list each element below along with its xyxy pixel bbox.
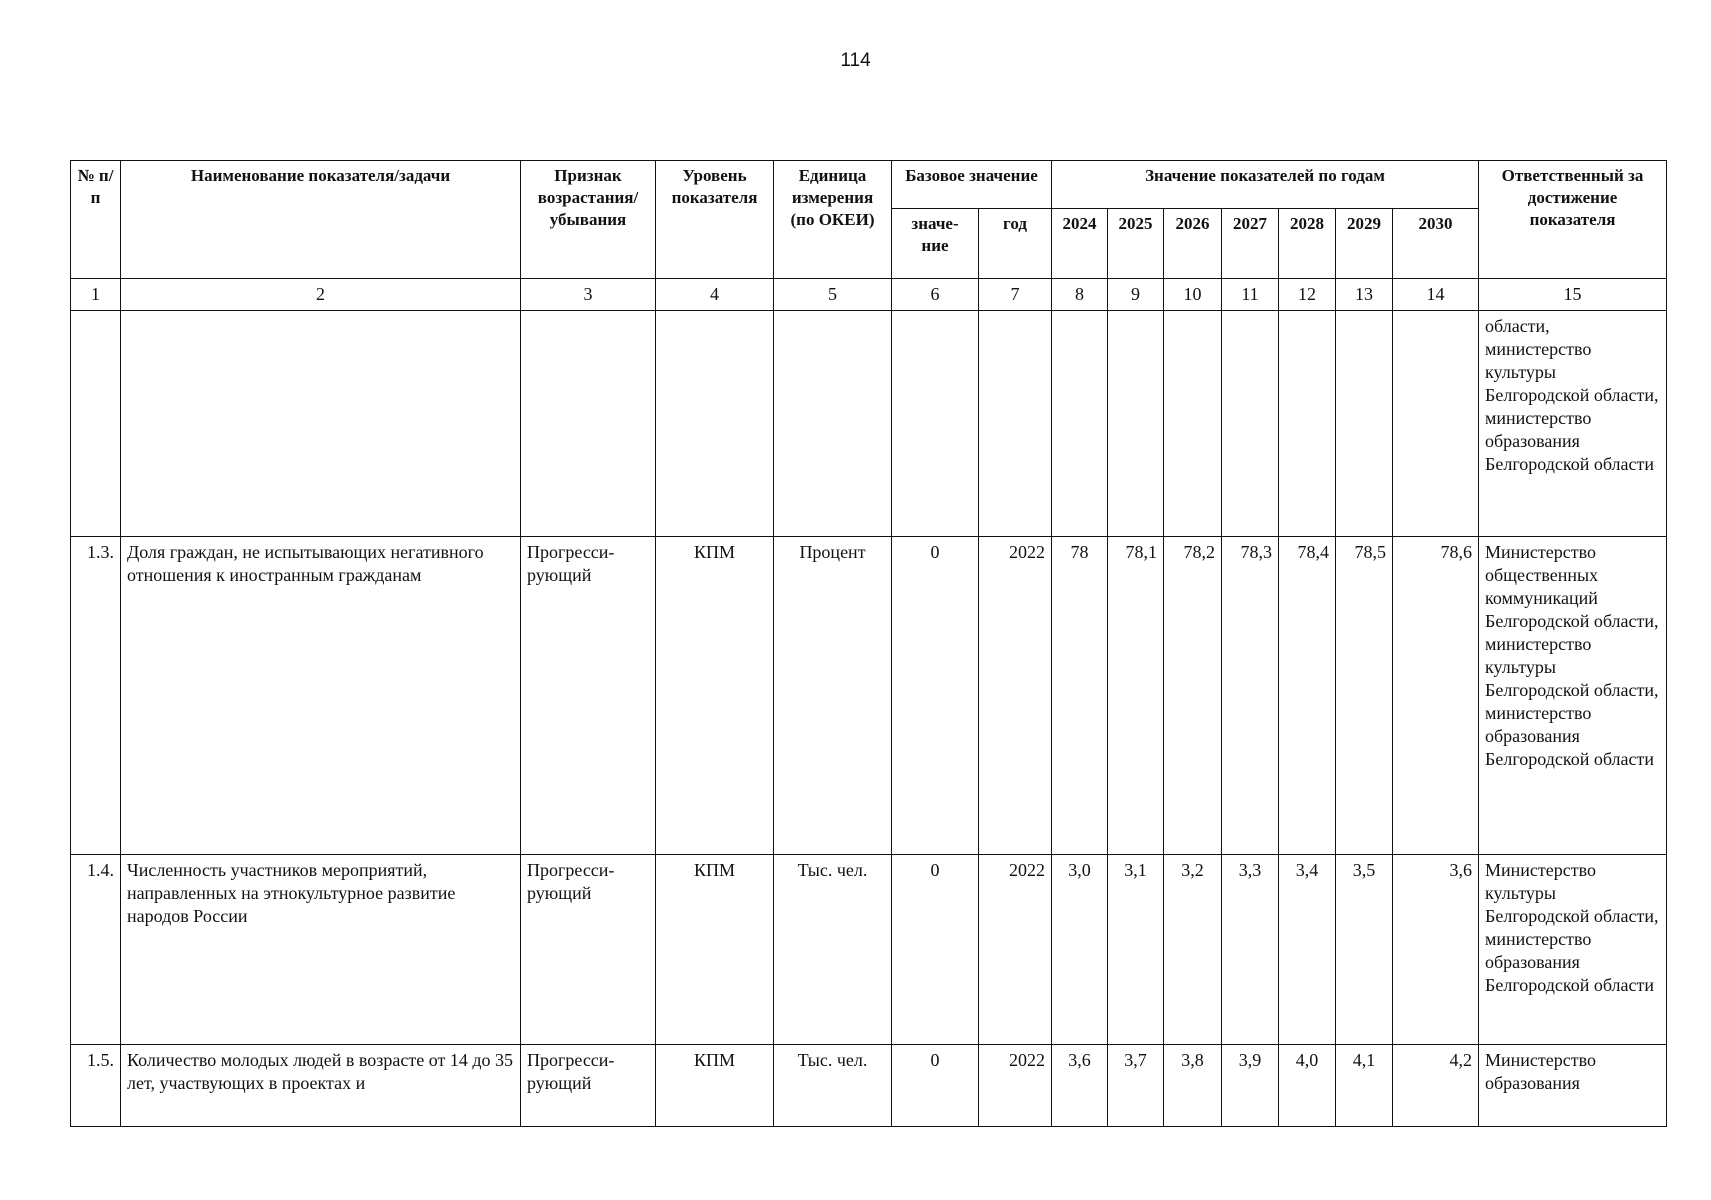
header-year: 2029 <box>1336 209 1393 279</box>
header-base-year: год <box>979 209 1052 279</box>
column-number: 10 <box>1164 279 1222 311</box>
header-year: 2024 <box>1052 209 1108 279</box>
header-year: 2030 <box>1393 209 1479 279</box>
value-2027: 78,3 <box>1222 537 1279 855</box>
base-value: 0 <box>892 537 979 855</box>
column-number-row <box>71 279 1667 311</box>
column-number: 13 <box>1336 279 1393 311</box>
value-2025: 78,1 <box>1108 537 1164 855</box>
indicator-unit: Тыс. чел. <box>774 1045 892 1127</box>
indicator-unit: Тыс. чел. <box>774 855 892 1045</box>
responsible-cell: Министерство общественных коммуникаций Белгородской области, министерство культуры Белгородской области, министерство образования Белгородской области <box>1479 537 1667 855</box>
table-row <box>71 1045 1667 1127</box>
column-number: 1 <box>71 279 121 311</box>
base-year: 2022 <box>979 1045 1052 1127</box>
base-value: 0 <box>892 855 979 1045</box>
value-2029: 3,5 <box>1336 855 1393 1045</box>
value-2026: 3,8 <box>1164 1045 1222 1127</box>
value-2028: 3,4 <box>1279 855 1336 1045</box>
value-2025: 3,1 <box>1108 855 1164 1045</box>
header-year: 2026 <box>1164 209 1222 279</box>
value-2030: 3,6 <box>1393 855 1479 1045</box>
row-number: 1.5. <box>71 1045 121 1127</box>
column-number: 8 <box>1052 279 1108 311</box>
indicator-sign: Прогресси-рующий <box>521 537 656 855</box>
table-row <box>71 537 1667 855</box>
column-number: 12 <box>1279 279 1336 311</box>
indicator-level: КПМ <box>656 537 774 855</box>
value-2028: 78,4 <box>1279 537 1336 855</box>
page-number: 114 <box>840 50 871 71</box>
indicator-name: Доля граждан, не испытывающих негативного отношения к иностранным гражданам <box>121 537 521 855</box>
column-number: 3 <box>521 279 656 311</box>
header-values-by-year: Значение показателей по годам <box>1052 161 1479 209</box>
indicators-table <box>70 160 1667 1127</box>
row-number: 1.4. <box>71 855 121 1045</box>
column-number: 2 <box>121 279 521 311</box>
value-2029: 4,1 <box>1336 1045 1393 1127</box>
value-2024: 3,6 <box>1052 1045 1108 1127</box>
value-2024: 3,0 <box>1052 855 1108 1045</box>
header-responsible: Ответственный за достижение показателя <box>1479 161 1667 279</box>
base-year: 2022 <box>979 855 1052 1045</box>
indicator-name: Количество молодых людей в возрасте от 14 до 35 лет, участвующих в проектах и <box>121 1045 521 1127</box>
continuation-row <box>71 311 1667 537</box>
header-year: 2025 <box>1108 209 1164 279</box>
indicator-name: Численность участников мероприятий, направленных на этнокультурное развитие народов России <box>121 855 521 1045</box>
indicator-level: КПМ <box>656 1045 774 1127</box>
value-2030: 4,2 <box>1393 1045 1479 1127</box>
column-number: 4 <box>656 279 774 311</box>
value-2027: 3,9 <box>1222 1045 1279 1127</box>
column-number: 5 <box>774 279 892 311</box>
value-2027: 3,3 <box>1222 855 1279 1045</box>
header-unit: Единица измерения (по ОКЕИ) <box>774 161 892 279</box>
value-2028: 4,0 <box>1279 1045 1336 1127</box>
responsible-cell: Министерство образования <box>1479 1045 1667 1127</box>
column-number: 7 <box>979 279 1052 311</box>
base-value: 0 <box>892 1045 979 1127</box>
value-2026: 78,2 <box>1164 537 1222 855</box>
header-base: Базовое значение <box>892 161 1052 209</box>
responsible-cell: области, министерство культуры Белгородской области, министерство образования Белгородской области <box>1479 311 1667 537</box>
value-2026: 3,2 <box>1164 855 1222 1045</box>
responsible-cell: Министерство культуры Белгородской области, министерство образования Белгородской области <box>1479 855 1667 1045</box>
value-2025: 3,7 <box>1108 1045 1164 1127</box>
header-name: Наименование показателя/задачи <box>121 161 521 279</box>
indicator-sign: Прогресси-рующий <box>521 855 656 1045</box>
header-num: № п/п <box>71 161 121 279</box>
indicator-level: КПМ <box>656 855 774 1045</box>
column-number: 6 <box>892 279 979 311</box>
header-sign: Признак возрастания/ убывания <box>521 161 656 279</box>
value-2024: 78 <box>1052 537 1108 855</box>
value-2029: 78,5 <box>1336 537 1393 855</box>
column-number: 14 <box>1393 279 1479 311</box>
value-2030: 78,6 <box>1393 537 1479 855</box>
header-year: 2027 <box>1222 209 1279 279</box>
table-row <box>71 855 1667 1045</box>
row-number: 1.3. <box>71 537 121 855</box>
column-number: 9 <box>1108 279 1164 311</box>
header-base-value: значе-ние <box>892 209 979 279</box>
indicator-sign: Прогресси-рующий <box>521 1045 656 1127</box>
column-number: 11 <box>1222 279 1279 311</box>
column-number: 15 <box>1479 279 1667 311</box>
header-level: Уровень показателя <box>656 161 774 279</box>
base-year: 2022 <box>979 537 1052 855</box>
indicator-unit: Процент <box>774 537 892 855</box>
header-year: 2028 <box>1279 209 1336 279</box>
